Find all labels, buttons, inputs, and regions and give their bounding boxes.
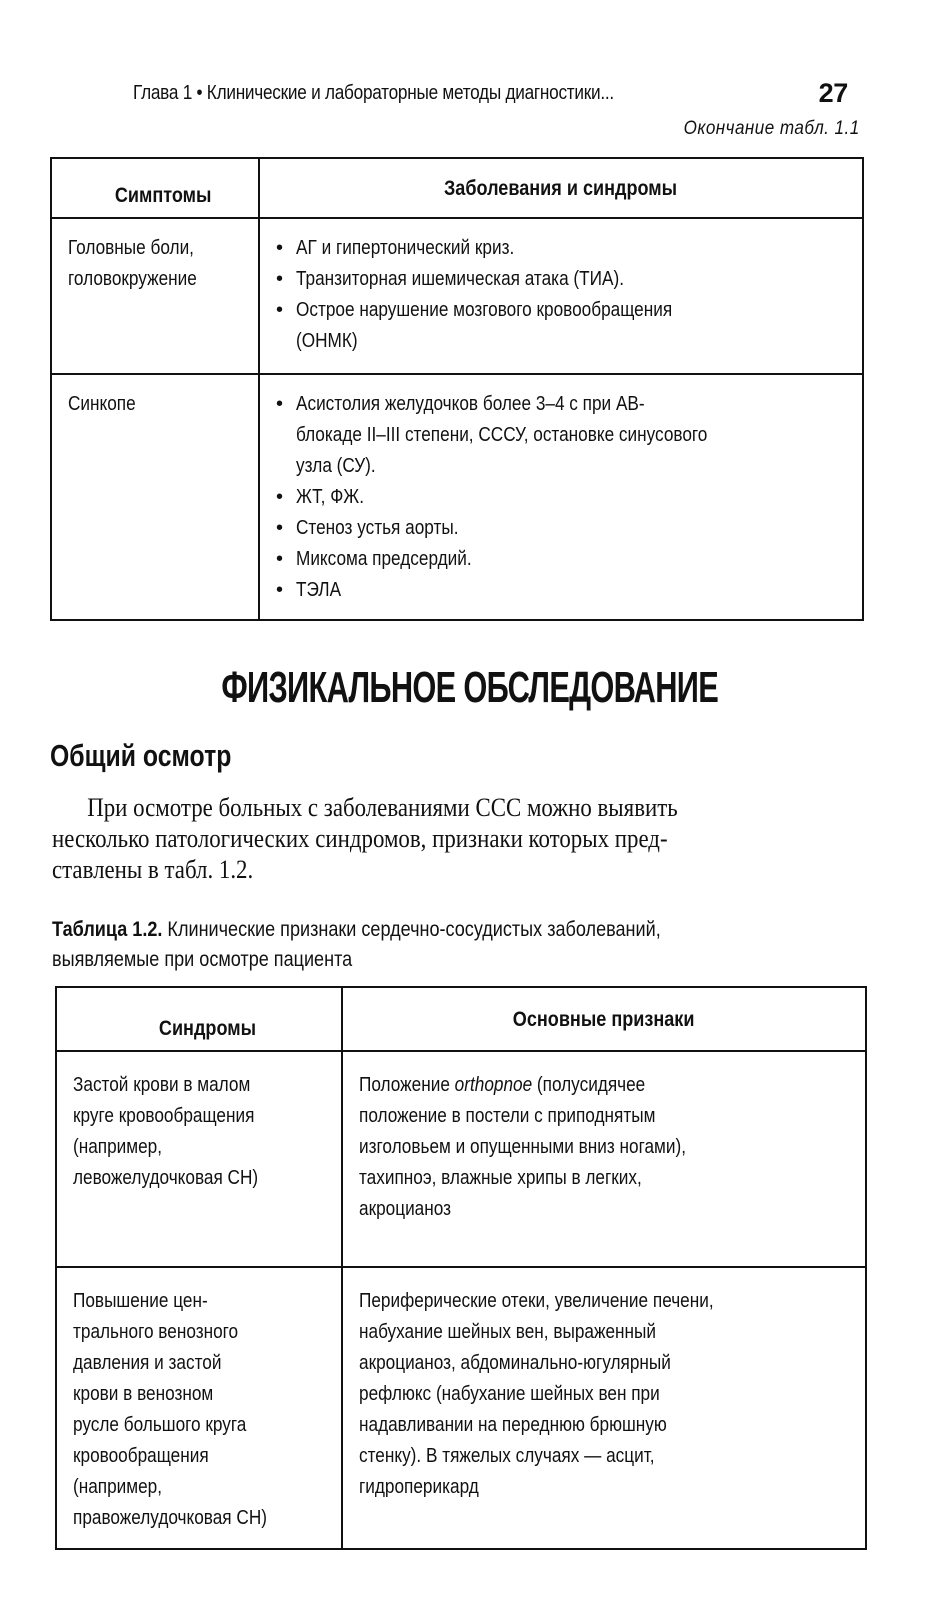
- table-continuation-label: [684, 118, 860, 140]
- list-item: • Асистолия желудочков более 3–4 с при АВ- блокаде II–III степени, СССУ, остановке синусового узла (СУ).: [274, 389, 862, 482]
- list-item: • ТЭЛА: [274, 575, 862, 606]
- column-header-diseases: Заболевания и синдромы: [259, 158, 863, 218]
- continuation-prefix: Окончание: [683, 118, 776, 139]
- list-item: • Транзиторная ишемическая атака (ТИА).: [274, 264, 862, 295]
- table-row: [56, 1051, 866, 1267]
- table-row: [51, 218, 863, 374]
- list-item: • АГ и гипертонический криз.: [274, 233, 862, 264]
- list-item: • Миксома предсердий.: [274, 544, 862, 575]
- list-item: • ЖТ, ФЖ.: [274, 482, 862, 513]
- section-title: ФИЗИКАЛЬНОЕ ОБСЛЕДОВАНИЕ: [221, 663, 719, 712]
- symptom-cell: Головные боли, головокружение: [51, 218, 259, 374]
- signs-cell: Периферические отеки, увеличение печени, набухание шейных вен, выраженный акроцианоз, абдоминально-югулярный рефлюкс (набухание шейных вен при надавливании на переднюю брюшную стенку). В тяжелых случаях — асцит, гидроперикард: [342, 1267, 866, 1549]
- subsection-title: Общий осмотр: [50, 738, 232, 773]
- table-1-1: [50, 157, 864, 621]
- list-item: • Стеноз устья аорты.: [274, 513, 862, 544]
- symptom-cell: Синкопе: [51, 374, 259, 620]
- continuation-suffix: табл. 1.1: [780, 118, 860, 139]
- column-header-symptoms: Симптомы: [51, 158, 259, 218]
- table-row: [51, 374, 863, 620]
- syndrome-cell: Повышение цен- трального венозного давления и застой крови в венозном русле большого круга кровообращения (например, правожелудочковая СН): [56, 1267, 342, 1549]
- table-header-row: [51, 158, 863, 218]
- page-number: 27: [818, 78, 848, 108]
- running-head: [133, 78, 848, 108]
- syndrome-cell: Застой крови в малом круге кровообращения (например, левожелудочковая СН): [56, 1051, 342, 1267]
- table-caption: Таблица 1.2. Клинические признаки сердечно-сосудистых заболеваний, выявляемые при осмотре пациента: [52, 918, 661, 971]
- diseases-cell: [259, 374, 863, 620]
- list-item: • Острое нарушение мозгового кровообращения (ОНМК): [274, 295, 862, 357]
- column-header-signs: Основные признаки: [342, 987, 866, 1051]
- table-1-2: [55, 986, 867, 1550]
- signs-cell: Положение orthopnoe (полусидячее положение в постели с приподнятым изголовьем и опущенными вниз ногами), тахипноэ, влажные хрипы в легких, акроцианоз: [342, 1051, 866, 1267]
- chapter-title: Глава 1 • Клинические и лабораторные методы диагностики...: [133, 82, 614, 104]
- table-row: [56, 1267, 866, 1549]
- body-paragraph: При осмотре больных с заболеваниями ССС можно выявить несколько патологических синдромов, признаки которых пред- ставлены в табл. 1.2.: [52, 793, 678, 884]
- caption-label: Таблица 1.2.: [52, 918, 163, 941]
- column-header-syndromes: Синдромы: [56, 987, 342, 1051]
- diseases-cell: [259, 218, 863, 374]
- table-header-row: [56, 987, 866, 1051]
